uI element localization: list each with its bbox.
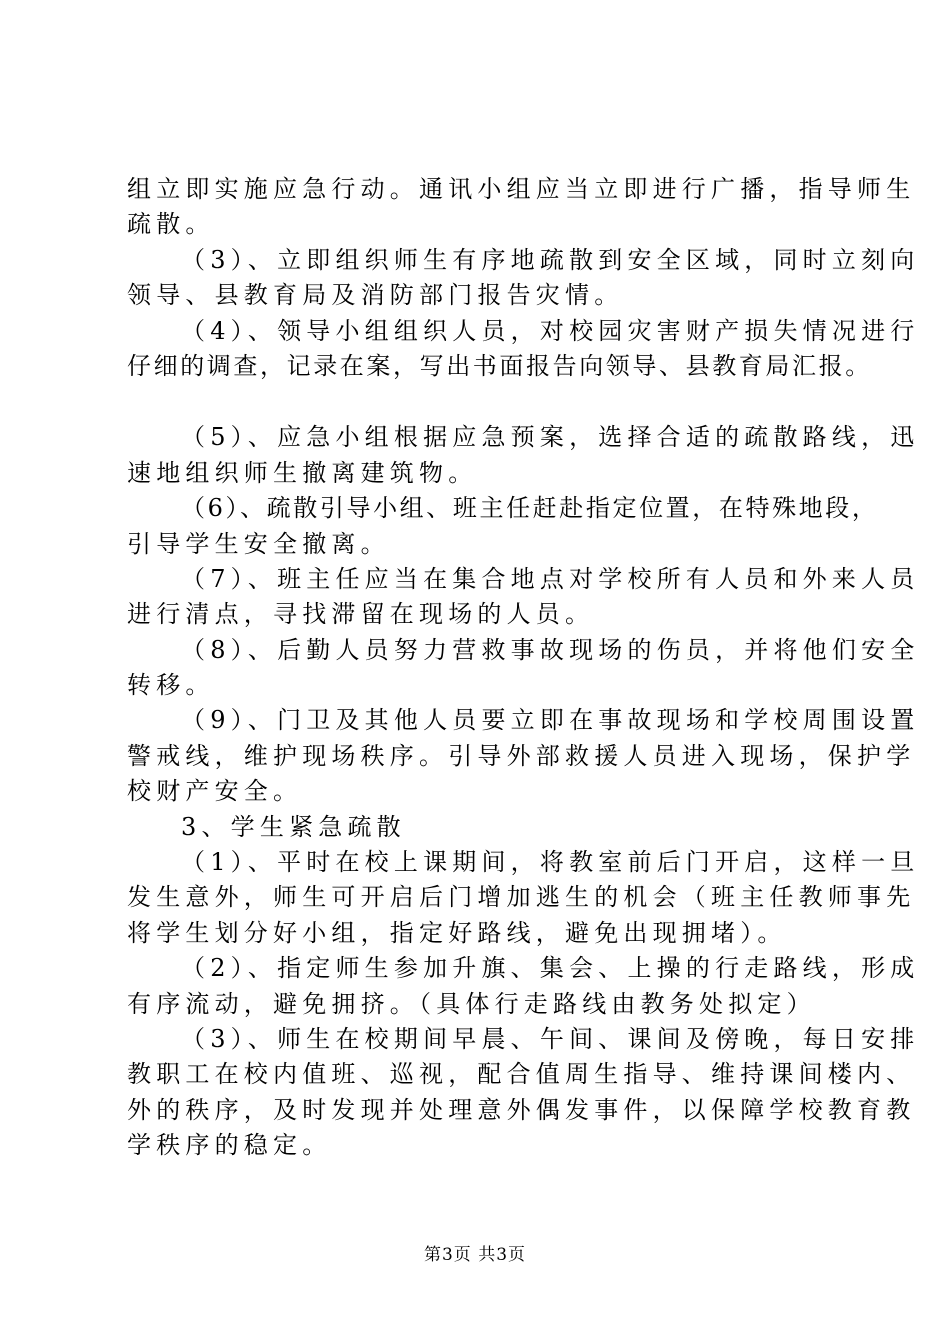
- text-line: 教职工在校内值班、巡视，配合值周生指导、维持课间楼内、: [127, 1060, 916, 1089]
- text-line: 校财产安全。: [127, 777, 303, 806]
- paragraph-2: （2）、指定师生参加升旗、集会、上操的行走路线，形成: [181, 954, 920, 983]
- paragraph-6: （6）、疏散引导小组、班主任赶赴指定位置，在特殊地段，: [181, 494, 879, 523]
- text-line: 将学生划分好小组，指定好路线，避免出现拥堵）。: [127, 918, 787, 947]
- text-line: 有序流动，避免拥挤。（具体行走路线由教务处拟定）: [127, 989, 816, 1018]
- paragraph-7: （7）、班主任应当在集合地点对学校所有人员和外来人员: [181, 564, 920, 593]
- document-body: [127, 172, 920, 1164]
- text-line: 外的秩序，及时发现并处理意外偶发事件，以保障学校教育教: [127, 1095, 916, 1124]
- text-line: 引导学生安全撤离。: [127, 529, 390, 558]
- paragraph-5: （5）、应急小组根据应急预案，选择合适的疏散路线，迅: [181, 423, 920, 452]
- text-line: 组立即实施应急行动。通讯小组应当立即进行广播，指导师生: [127, 175, 916, 203]
- text-line: 警戒线，维护现场秩序。引导外部救援人员进入现场，保护学: [127, 741, 916, 770]
- text-line: 发生意外，师生可开启后门增加逃生的机会（班主任教师事先: [127, 883, 916, 912]
- paragraph-8: （8）、后勤人员努力营救事故现场的伤员，并将他们安全: [181, 635, 920, 664]
- text-line: 进行清点，寻找滞留在现场的人员。: [127, 600, 595, 629]
- paragraph-4: （4）、领导小组组织人员，对校园灾害财产损失情况进行: [181, 316, 920, 345]
- paragraph-9: （9）、门卫及其他人员要立即在事故现场和学校周围设置: [181, 706, 920, 735]
- text-line: 转移。: [127, 671, 215, 700]
- text-line: 疏散。: [127, 210, 215, 239]
- paragraph-3: （3）、立即组织师生有序地疏散到安全区域，同时立刻向: [181, 245, 920, 274]
- text-line: 领导、县教育局及消防部门报告灾情。: [127, 281, 624, 310]
- text-line: 学秩序的稳定。: [127, 1131, 332, 1160]
- text-line: 仔细的调查，记录在案，写出书面报告向领导、县教育局汇报。: [127, 351, 872, 380]
- page-number-footer: 第3页 共3页: [423, 1245, 527, 1265]
- paragraph-1: （1）、平时在校上课期间，将教室前后门开启，这样一旦: [181, 848, 920, 877]
- blank-line: [127, 384, 857, 420]
- paragraph-3b: （3）、师生在校期间早晨、午间、课间及傍晚，每日安排: [181, 1024, 920, 1053]
- section-heading: 3、学生紧急疏散: [181, 812, 406, 841]
- text-line: 速地组织师生撤离建筑物。: [127, 458, 478, 487]
